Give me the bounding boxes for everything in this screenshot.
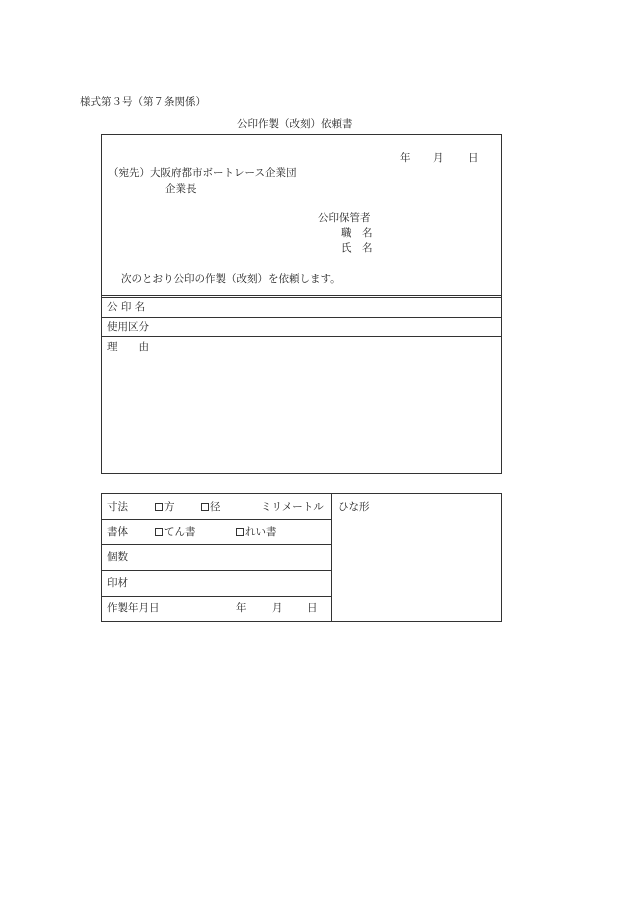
reisho-option-label: れい書 xyxy=(245,526,277,538)
form-number: 様式第３号（第７条関係） xyxy=(80,96,206,108)
date-month-label: 月 xyxy=(433,152,444,164)
requester-heading: 公印保管者 xyxy=(318,212,371,224)
millimeter-unit: ミリメートル xyxy=(261,501,324,513)
date-day-label: 日 xyxy=(468,152,479,164)
production-year-label: 年 xyxy=(236,602,247,614)
production-day-label: 日 xyxy=(307,602,318,614)
spec-row-divider-1 xyxy=(101,519,331,520)
details-table xyxy=(101,295,502,474)
spec-column-divider xyxy=(331,493,332,622)
tensho-option xyxy=(155,527,196,538)
spec-row-divider-2 xyxy=(101,544,331,545)
diameter-option-label: 径 xyxy=(210,501,221,513)
details-top-double-rule xyxy=(101,297,502,298)
spec-row-divider-3 xyxy=(101,570,331,571)
square-option xyxy=(155,502,175,513)
size-label: 寸法 xyxy=(107,501,128,513)
font-label: 書体 xyxy=(107,526,128,538)
material-label: 印材 xyxy=(107,577,128,589)
name-label: 氏 名 xyxy=(341,242,373,254)
spec-row-divider-4 xyxy=(101,596,331,597)
addressee-title: 企業長 xyxy=(165,183,197,195)
count-label: 個数 xyxy=(107,551,128,563)
tensho-option-label: てん書 xyxy=(164,526,196,538)
square-option-label: 方 xyxy=(164,501,175,513)
tensho-checkbox[interactable] xyxy=(155,528,163,536)
details-row-divider-2 xyxy=(101,336,502,337)
template-label: ひな形 xyxy=(338,501,370,513)
diameter-checkbox[interactable] xyxy=(201,503,209,511)
diameter-option xyxy=(201,502,221,513)
date-year-label: 年 xyxy=(400,152,411,164)
addressee: （宛先）大阪府都市ボートレース企業団 xyxy=(108,167,297,179)
form-title: 公印作製（改刻）依頼書 xyxy=(237,118,353,130)
position-label: 職 名 xyxy=(341,227,373,239)
request-sentence: 次のとおり公印の作製（改刻）を依頼します。 xyxy=(121,273,341,285)
production-month-label: 月 xyxy=(272,602,283,614)
reisho-option xyxy=(236,527,277,538)
reisho-checkbox[interactable] xyxy=(236,528,244,536)
seal-name-label: 公 印 名 xyxy=(107,301,146,313)
square-checkbox[interactable] xyxy=(155,503,163,511)
usage-label: 使用区分 xyxy=(107,321,149,333)
reason-label: 理 由 xyxy=(107,341,149,353)
details-row-divider-1 xyxy=(101,317,502,318)
production-date-label: 作製年月日 xyxy=(107,602,160,614)
